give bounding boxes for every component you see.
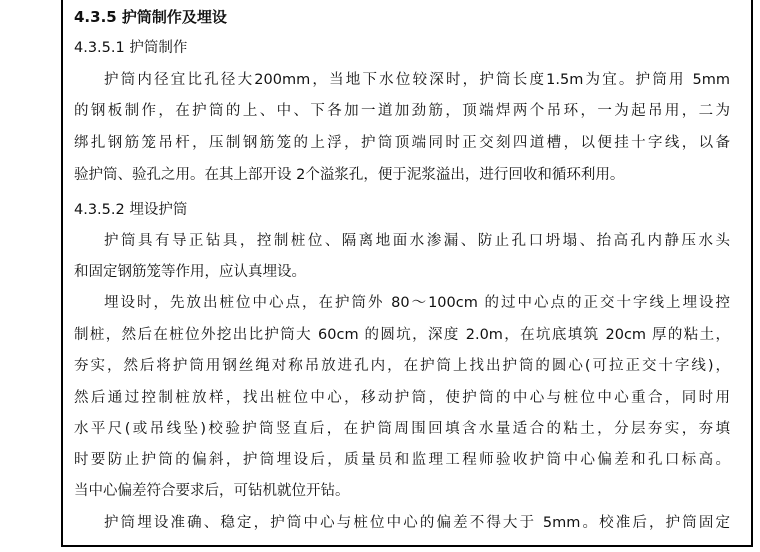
paragraph-line: 护筒埋设准确、稳定，护筒中心与桩位中心的偏差不得大于 5mm。校准后，护筒固定 [104, 515, 730, 531]
paragraph-line: 的钢板制作，在护筒的上、中、下各加一道加劲筋，顶端焊两个吊环，一为起吊用，二为 [74, 103, 730, 119]
paragraph-line: 夯实，然后将护筒用钢丝绳对称吊放进孔内，在护筒上找出护筒的圆心(可拉正交十字线)， [74, 358, 730, 374]
paragraph-line: 时要防止护筒的偏斜，护筒埋设后，质量员和监理工程师验收护筒中心偏差和孔口标高。 [74, 452, 730, 468]
paragraph-line: 验护筒、验孔之用。在其上部开设 2个溢浆孔，便于泥浆溢出，进行回收和循环利用。 [74, 167, 625, 183]
section-heading: 4.3.5 护筒制作及埋设 [74, 8, 227, 26]
paragraph-line: 护筒具有导正钻具，控制桩位、隔离地面水渗漏、防止孔口坍塌、抬高孔内静压水头 [104, 233, 730, 249]
paragraph-line: 当中心偏差符合要求后，可钻机就位开钻。 [74, 483, 350, 499]
paragraph-line: 然后通过控制桩放样，找出桩位中心，移动护筒，使护筒的中心与桩位中心重合，同时用 [74, 390, 730, 406]
paragraph-line: 护筒内径宜比孔径大200mm，当地下水位较深时，护筒长度1.5m为宜。护筒用 5mm [104, 72, 730, 88]
paragraph-line: 水平尺(或吊线坠)校验护筒竖直后，在护筒周围回填含水量适合的粘土，分层夯实，夯填 [74, 421, 730, 437]
paragraph-line: 制桩，然后在桩位外挖出比护筒大 60cm 的圆坑，深度 2.0m，在坑底填筑 20cm 厚的粘土， [74, 327, 730, 343]
paragraph-line: 和固定钢筋笼等作用，应认真埋设。 [74, 264, 306, 280]
subsection-title: 4.3.5.1 护筒制作 [74, 40, 188, 56]
paragraph-line: 绑扎钢筋笼吊杆，压制钢筋笼的上浮，护筒顶端同时正交刻四道槽，以便挂十字线，以备 [74, 135, 730, 151]
paragraph-line: 埋设时，先放出桩位中心点，在护筒外 80～100cm 的过中心点的正交十字线上埋设控 [104, 295, 730, 311]
subsection-title: 4.3.5.2 埋设护筒 [74, 202, 188, 218]
